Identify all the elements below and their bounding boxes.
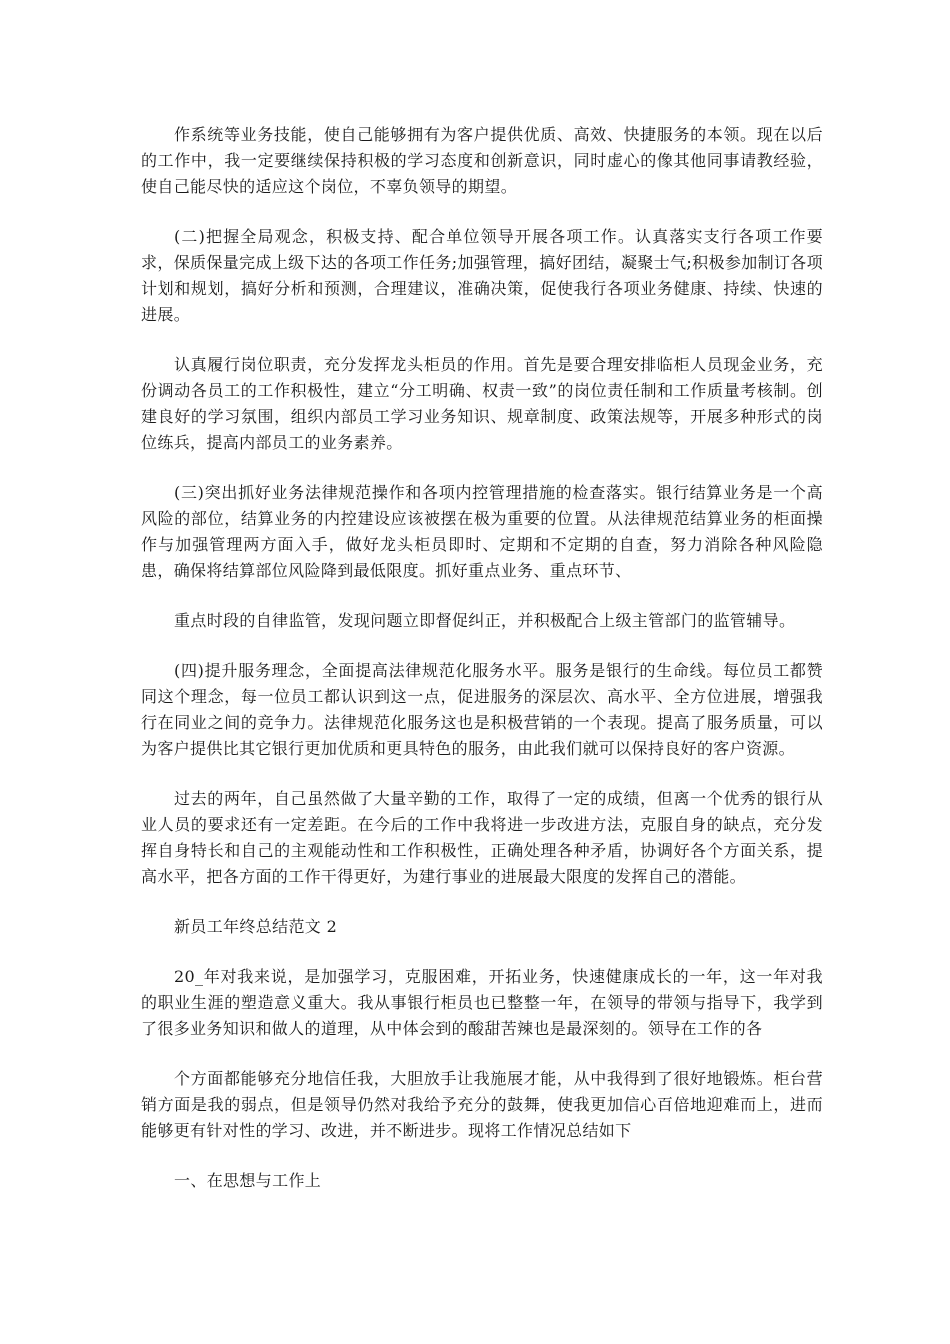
paragraph-1: 作系统等业务技能，使自己能够拥有为客户提供优质、高效、快捷服务的本领。现在以后的工作中，我一定要继续保持积极的学习态度和创新意识，同时虚心的像其他同事请教经验，使自己能尽快的适应这个岗位，不辜负领导的期望。 bbox=[141, 125, 823, 196]
paragraph-5: 重点时段的自律监管，发现问题立即督促纠正，并积极配合上级主管部门的监管辅导。 bbox=[174, 611, 796, 630]
document-body bbox=[141, 122, 823, 1218]
paragraph-2: (二)把握全局观念，积极支持、配合单位领导开展各项工作。认真落实支行各项工作要求，保质保量完成上级下达的各项工作任务;加强管理，搞好团结，凝聚士气;积极参加制订各项计划和规划，搞好分析和预测，合理建议，准确决策，促使我行各项业务健康、持续、快速的进展。 bbox=[141, 227, 823, 324]
paragraph-7: 过去的两年，自己虽然做了大量辛勤的工作，取得了一定的成绩，但离一个优秀的银行从业人员的要求还有一定差距。在今后的工作中我将进一步改进方法，克服自身的缺点，充分发挥自身特长和自己的主观能动性和工作积极性，正确处理各种矛盾，协调好各个方面关系，提高水平，把各方面的工作干得更好，为建行事业的进展最大限度的发挥自己的潜能。 bbox=[141, 789, 823, 886]
paragraph-3: 认真履行岗位职责，充分发挥龙头柜员的作用。首先是要合理安排临柜人员现金业务，充份调动各员工的工作积极性，建立“分工明确、权责一致”的岗位责任制和工作质量考核制。创建良好的学习氛围，组织内部员工学习业务知识、规章制度、政策法规等，开展多种形式的岗位练兵，提高内部员工的业务素养。 bbox=[141, 355, 823, 452]
paragraph-4: (三)突出抓好业务法律规范操作和各项内控管理措施的检查落实。银行结算业务是一个高风险的部位，结算业务的内控建设应该被摆在极为重要的位置。从法律规范结算业务的柜面操作与加强管理两方面入手，做好龙头柜员即时、定期和不定期的自查，努力消除各种风险隐患，确保将结算部位风险降到最低限度。抓好重点业务、重点环节、 bbox=[141, 483, 823, 580]
paragraph-9: 20_年对我来说，是加强学习，克服困难，开拓业务，快速健康成长的一年，这一年对我的职业生涯的塑造意义重大。我从事银行柜员也已整整一年，在领导的带领与指导下，我学到了很多业务知识和做人的道理，从中体会到的酸甜苦辣也是最深刻的。领导在工作的各 bbox=[141, 967, 823, 1038]
paragraph-10: 个方面都能够充分地信任我，大胆放手让我施展才能，从中我得到了很好地锻炼。柜台营销方面是我的弱点，但是领导仍然对我给予充分的鼓舞，使我更加信心百倍地迎难而上，进而能够更有针对性的学习、改进，并不断进步。现将工作情况总结如下 bbox=[141, 1069, 823, 1140]
subheading: 一、在思想与工作上 bbox=[174, 1171, 322, 1190]
section-heading: 新员工年终总结范文 2 bbox=[174, 917, 338, 936]
paragraph-6: (四)提升服务理念，全面提高法律规范化服务水平。服务是银行的生命线。每位员工都赞同这个理念，每一位员工都认识到这一点，促进服务的深层次、高水平、全方位进展，增强我行在同业之间的竞争力。法律规范化服务这也是积极营销的一个表现。提高了服务质量，可以为客户提供比其它银行更加优质和更具特色的服务，由此我们就可以保持良好的客户资源。 bbox=[141, 661, 823, 758]
